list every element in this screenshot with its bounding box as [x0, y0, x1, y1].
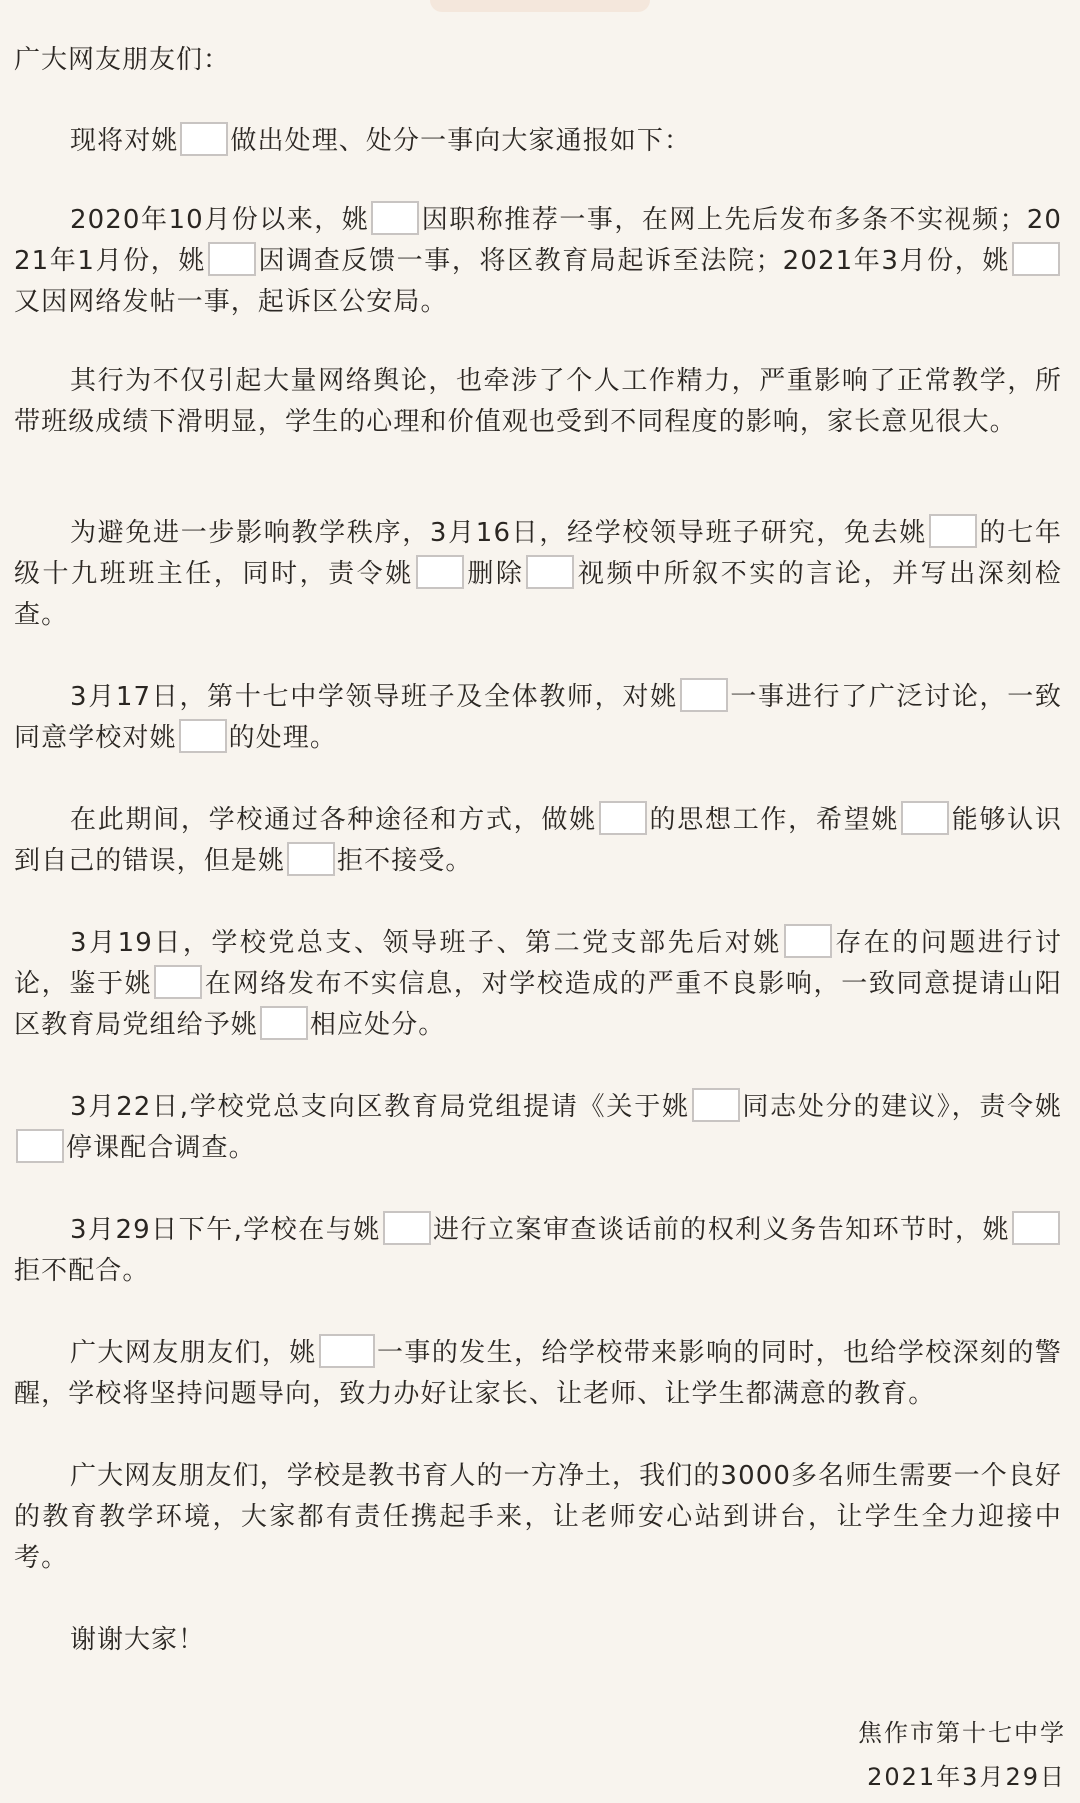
- greeting: 广大网友朋友们：: [14, 45, 231, 75]
- redaction-box: [179, 719, 227, 753]
- p1-text-2: 因职称推荐一事，在网上先后发布多条不实视频；2021年1月份，姚: [14, 205, 1063, 276]
- redaction-box: [1012, 242, 1060, 276]
- intro-text-2: 做出处理、处分一事向大家通报如下：: [230, 126, 692, 156]
- p3-text-4: 视频中所叙不实的言论，并写出深刻检查。: [14, 559, 1063, 630]
- redaction-box: [180, 122, 228, 156]
- thanks-line: 谢谢大家！: [70, 1625, 206, 1655]
- p1-text-4: 又因网络发帖一事，起诉区公安局。: [14, 287, 448, 317]
- p4-text-3: 的处理。: [228, 723, 338, 753]
- redaction-box: [319, 1334, 375, 1368]
- redaction-box: [287, 842, 335, 876]
- p6-text-2: 存在的问题进行讨论，鉴于姚: [14, 928, 1062, 999]
- paragraph-timeline: [14, 200, 1062, 323]
- p8-text-1: 3月29日下午,学校在与姚: [70, 1215, 381, 1245]
- redaction-box: [260, 1006, 308, 1040]
- p5-text-4: 拒不接受。: [337, 846, 473, 876]
- p3-text-3: 删除: [465, 559, 525, 589]
- paragraph-appeal: 广大网友朋友们，学校是教书育人的一方净土，我们的3000多名师生需要一个良好的教育教学环境，大家都有责任携起手来，让老师安心站到讲台，让学生全力迎接中考。: [14, 1461, 1062, 1573]
- redaction-box: [680, 678, 728, 712]
- paragraph-march-22: [14, 1087, 1062, 1169]
- p7-text-1: 3月22日,学校党总支向区教育局党组提请《关于姚: [70, 1092, 690, 1122]
- redaction-box: [416, 555, 464, 589]
- p8-text-3: 拒不配合。: [14, 1256, 150, 1286]
- paragraph-march-17: [14, 677, 1062, 759]
- signature-block: [858, 1711, 1066, 1799]
- p5-text-1: 在此期间，学校通过各种途径和方式，做姚: [70, 805, 597, 835]
- redaction-box: [784, 924, 832, 958]
- p3-text-1: 为避免进一步影响教学秩序，3月16日，经学校领导班子研究，免去姚: [70, 518, 927, 548]
- signature-date: 2021年3月29日: [867, 1763, 1066, 1791]
- p7-text-3: 停课配合调查。: [66, 1133, 256, 1163]
- p8-text-2: 进行立案审查谈话前的权利义务告知环节时，姚: [432, 1215, 1010, 1245]
- p4-text-2: 一事进行了广泛讨论，一致同意学校对姚: [14, 682, 1062, 753]
- intro-text-1: 现将对姚: [70, 126, 179, 156]
- redaction-box: [692, 1088, 740, 1122]
- p9-text-2: 一事的发生，给学校带来影响的同时，也给学校深刻的警醒，学校将坚持问题导向，致力办好让家长、让老师、让学生都满意的教育。: [14, 1338, 1062, 1409]
- p7-text-2: 同志处分的建议》，责令姚: [741, 1092, 1062, 1122]
- redaction-box: [16, 1129, 64, 1163]
- redaction-box: [154, 965, 202, 999]
- p9-text-1: 广大网友朋友们，姚: [70, 1338, 317, 1368]
- paragraph-reflection: [14, 1333, 1062, 1415]
- p1-text-3: 因调查反馈一事，将区教育局起诉至法院；2021年3月份，姚: [258, 246, 1010, 276]
- p4-text-1: 3月17日，第十七中学领导班子及全体教师，对姚: [70, 682, 678, 712]
- redaction-box: [599, 801, 647, 835]
- paragraph-march-19: [14, 923, 1062, 1046]
- redaction-box: [901, 801, 949, 835]
- signature-org: 焦作市第十七中学: [858, 1719, 1066, 1747]
- p6-text-4: 相应处分。: [309, 1010, 446, 1040]
- redaction-box: [929, 514, 977, 548]
- paragraph-meanwhile: [14, 800, 1062, 882]
- redaction-box: [371, 201, 419, 235]
- redaction-box: [383, 1211, 431, 1245]
- redaction-box: [208, 242, 256, 276]
- paragraph-impact: 其行为不仅引起大量网络舆论，也牵涉了个人工作精力，严重影响了正常教学，所带班级成绩下滑明显，学生的心理和价值观也受到不同程度的影响，家长意见很大。: [14, 366, 1062, 437]
- p3-text-2: 的七年级十九班班主任，同时，责令姚: [14, 518, 1062, 589]
- p1-text-1: 2020年10月份以来，姚: [70, 205, 370, 235]
- redaction-box: [1012, 1211, 1060, 1245]
- p5-text-3: 能够认识到自己的错误，但是姚: [14, 805, 1062, 876]
- intro-paragraph: [14, 121, 1062, 162]
- redaction-box: [526, 555, 574, 589]
- p6-text-1: 3月19日，学校党总支、领导班子、第二党支部先后对姚: [70, 928, 782, 958]
- p6-text-3: 在网络发布不实信息，对学校造成的严重不良影响，一致同意提请山阳区教育局党组给予姚: [14, 969, 1062, 1040]
- paragraph-march-29: [14, 1210, 1062, 1292]
- paragraph-march-16: [14, 513, 1062, 636]
- p5-text-2: 的思想工作，希望姚: [648, 805, 900, 835]
